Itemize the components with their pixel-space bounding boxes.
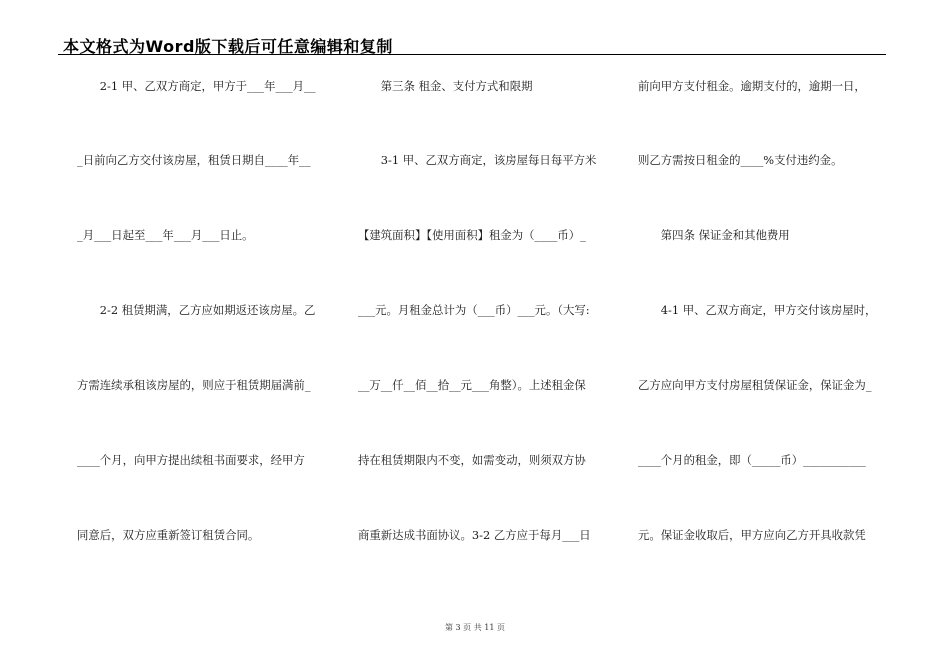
document-header-title: 本文格式为Word版下载后可任意编辑和复制 xyxy=(63,37,393,56)
text-line: 【建筑面积】【使用面积】租金为（____币）_ xyxy=(358,228,586,242)
text-line: 元。保证金收取后，甲方应向乙方开具收款凭 xyxy=(638,528,866,542)
text-line: 同意后，双方应重新签订租赁合同。 xyxy=(77,528,260,542)
text-line: 2-1 甲、乙双方商定，甲方于___年___月__ xyxy=(77,79,316,93)
page-number: 第 3 页 共 11 页 xyxy=(445,623,505,632)
text-line: 3-1 甲、乙双方商定，该房屋每日每平方米 xyxy=(358,153,597,167)
text-line: _月___日起至___年___月___日止。 xyxy=(77,228,254,242)
text-line: 商重新达成书面协议。3-2 乙方应于每月___日 xyxy=(358,528,591,542)
text-line: 前向甲方支付租金。逾期支付的，逾期一日， xyxy=(638,79,866,93)
text-line: 2-2 租赁期满，乙方应如期返还该房屋。乙 xyxy=(77,303,316,317)
text-line: __万__仟__佰__拾__元___角整）。上述租金保 xyxy=(358,378,586,392)
text-line: 持在租赁期限内不变，如需变动，则须双方协 xyxy=(358,453,586,467)
section-heading-line: 第四条 保证金和其他费用 xyxy=(638,228,790,242)
text-line: ____个月的租金，即（_____币）___________ xyxy=(638,453,866,467)
text-line: 则乙方需按日租金的____%支付违约金。 xyxy=(638,153,843,167)
section-heading-line: 第三条 租金、支付方式和限期 xyxy=(358,79,533,93)
text-line: ____个月，向甲方提出续租书面要求，经甲方 xyxy=(77,453,305,467)
header-divider xyxy=(58,54,886,55)
text-line: _日前向乙方交付该房屋，租赁日期自____年__ xyxy=(77,153,311,167)
text-line: ___元。月租金总计为（___币）___元。（大写: xyxy=(358,303,590,317)
text-line: 乙方应向甲方支付房屋租赁保证金，保证金为_ xyxy=(638,378,872,392)
text-line: 方需连续承租该房屋的，则应于租赁期届满前_ xyxy=(77,378,311,392)
text-line: 4-1 甲、乙双方商定，甲方交付该房屋时， xyxy=(638,303,877,317)
